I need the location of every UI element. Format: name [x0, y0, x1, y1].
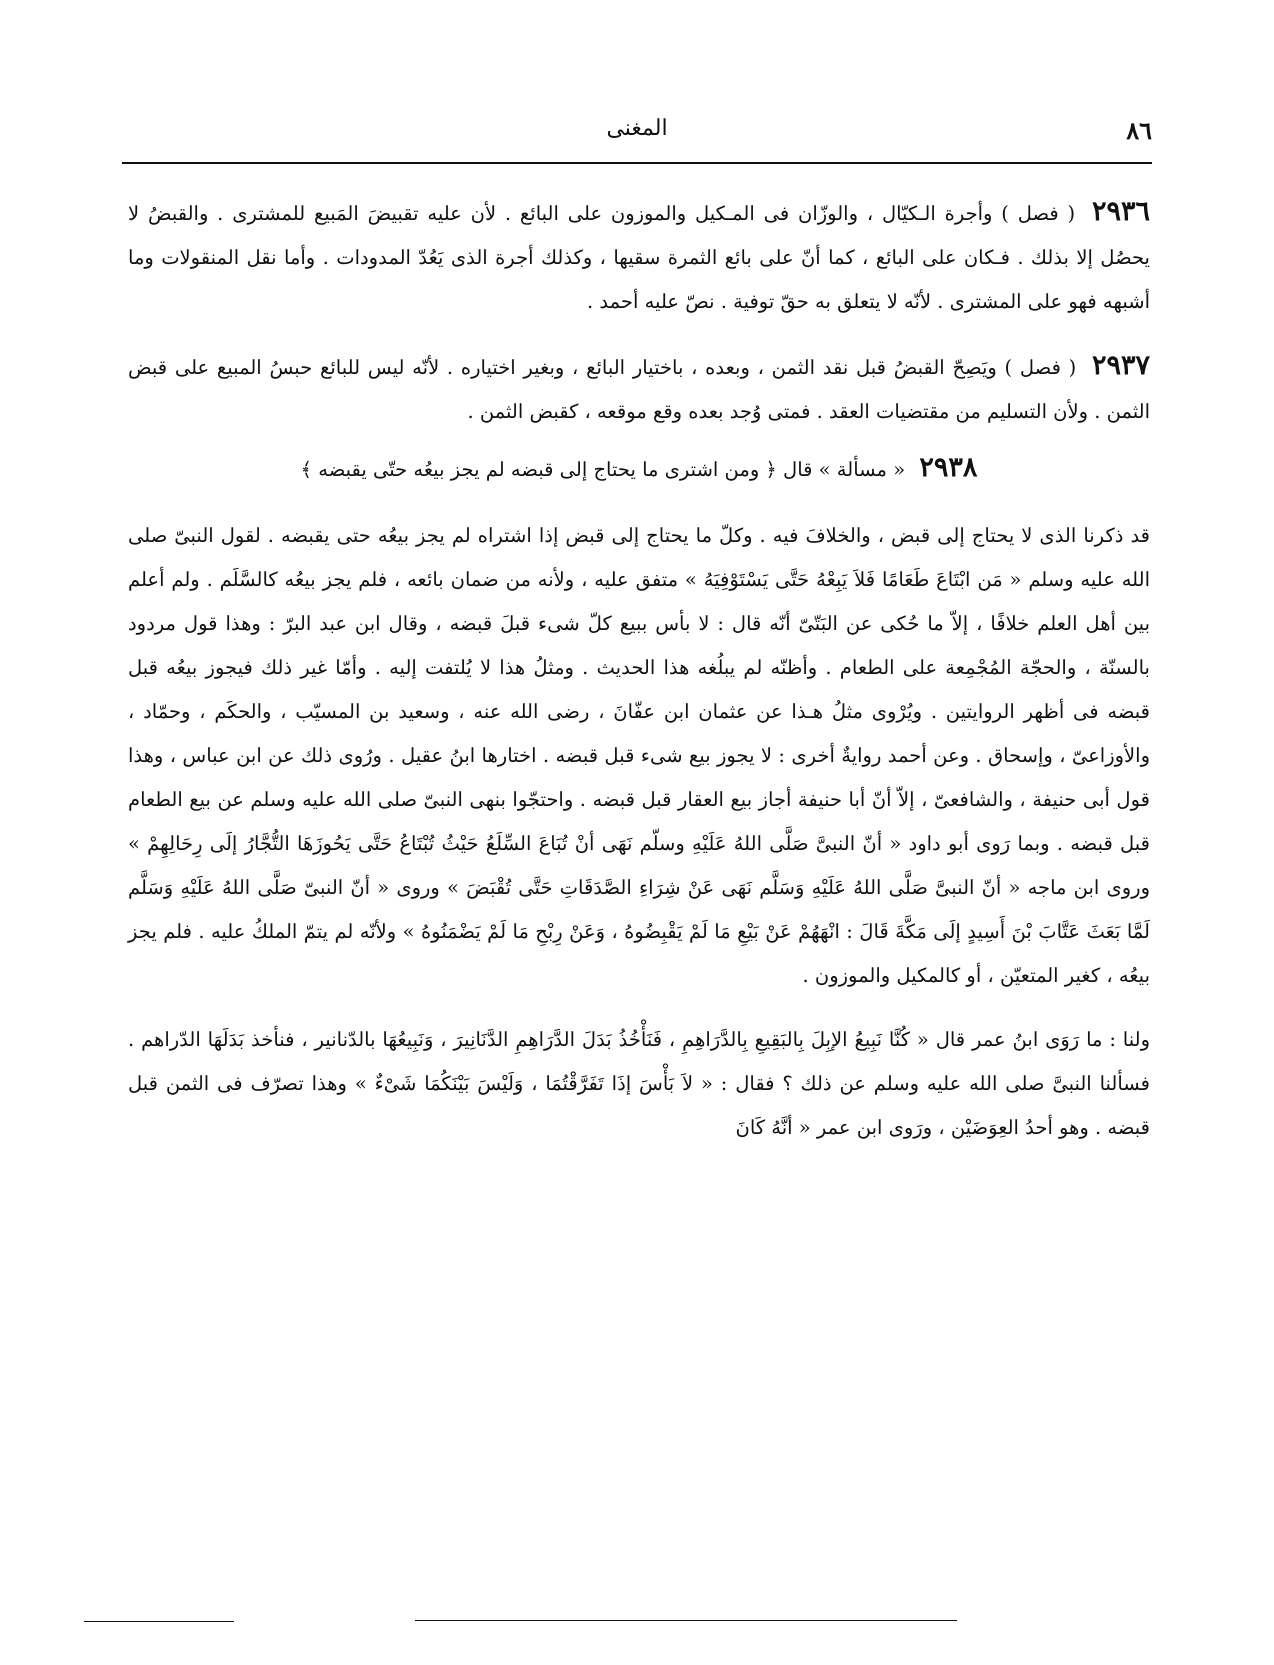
section-number: ٢٩٣٦	[1091, 196, 1150, 227]
section-2936	[128, 190, 1150, 324]
section-number: ٢٩٣٨	[919, 452, 978, 483]
section-2937	[128, 344, 1150, 434]
page-body	[128, 190, 1150, 1162]
issue-2938	[128, 446, 1150, 492]
footnote-rule-short	[84, 1621, 234, 1622]
page-header	[122, 112, 1152, 152]
footnote-rule-long	[415, 1620, 957, 1621]
commentary-paragraph: قد ذكرنا الذى لا يحتاج إلى قبض ، والخلافَ فيه . وكلّ ما يحتاج إلى قبض إذا اشتراه لم يجز بيعُه حتى يقبضه . لقول النبىّ صلى الله عليه وسلم « مَن ابْتَاعَ طَعَامًا فَلاَ يَبِعْهُ حَتَّى يَسْتَوْفِيَهُ » متفق عليه ، ولأنه من ضمان بائعه ، فلم يجز بيعُه كالسَّلَم . ولم أعلم بين أهل العلم خلافًا ، إلاّ ما حُكى عن البَتّىّ أنّه قال : لا بأس ببيع كلّ شىء قبلَ قبضه ، وقال ابن عبد البرّ : وهذا قول مردود بالسنّة ، والحجّة المُجْمِعة على الطعام . وأظنّه لم يبلُغه هذا الحديث . ومثلُ هذا لا يُلتفت إليه . وأمّا غير ذلك فيجوز بيعُه قبل قبضه فى أظهر الروايتين . ويُرْوى مثلُ هـذا عن عثمان ابن عفّانَ ، رضى الله عنه ، وسعيد بن المسيّب ، والحكَم ، وحمّاد ، والأوزاعىّ ، وإسحاق . وعن أحمد روايةٌ أخرى : لا يجوز بيع شىء قبل قبضه . اختارها ابنُ عقيل . ورُوى ذلك عن ابن عباس ، وهذا قول أبى حنيفة ، والشافعىّ ، إلاّ أنّ أبا حنيفة أجاز بيع العقار قبل قبضه . واحتجّوا بنهى النبىّ صلى الله عليه وسلم عن بيع الطعام قبل قبضه . وبما رَوى أبو داود « أنّ النبىَّ صَلَّى اللهُ عَلَيْهِ وسلّم نَهَى أنْ تُبَاعَ السِّلَعُ حَيْثُ تُبْتَاعُ حَتَّى يَحُوزَهَا التُّجَّارُ إلَى رِحَالِهِمْ » وروى ابن ماجه « أنّ النبىَّ صَلَّى اللهُ عَلَيْهِ وَسَلَّم نَهَى عَنْ شِرَاءِ الصَّدَقَاتِ حَتَّى تُقْبَضَ » وروى « أنّ النبىّ صَلَّى اللهُ عَلَيْهِ وَسَلَّم لَمَّا بَعَثَ عَتَّابَ بْنَ أَسِيدٍ إلَى مَكَّةَ قَالَ : انْهَهُمْ عَنْ بَيْعِ مَا لَمْ يَقْبِضُوهُ ، وَعَنْ رِبْحِ مَا لَمْ يَضْمَنُوهُ » ولأنّه لم يتمّ الملكُ عليه . فلم يجز بيعُه ، كغير المتعيّن ، أو كالمكيل والموزون .	[128, 524, 1150, 987]
issue-text: « مسألة » قال ﴿ ومن اشترى ما يحتاج إلى قبضه لم يجز بيعُه حتّى يقبضه ﴾	[300, 458, 906, 481]
page-number: ٨٦	[1126, 116, 1152, 145]
header-rule	[122, 162, 1152, 164]
section-number: ٢٩٣٧	[1092, 350, 1151, 381]
section-text: ( فصل ) وأجرة الـكيّال ، والوزّان فى المـكيل والموزون على البائع . لأن عليه تقبيضَ المَبيع للمشترى . والقبضُ لا يحصُل إلا بذلك . فـكان على البائع ، كما أنّ على بائع الثمرة سقيها ، وكذلك أجرة الذى يَعُدّ المدودات . وأما نقل المنقولات وما أشبهه فهو على المشترى . لأنّه لا يتعلق به حقّ توفية . نصّ عليه أحمد .	[128, 202, 1150, 313]
running-title: المغنى	[606, 116, 668, 141]
commentary-paragraph: ولنا : ما رَوَى ابنُ عمر قال « كُنَّا نَبِيعُ الإبِلَ بِالبَقِيعِ بِالدَّرَاهِمِ ، فَنَأْخُذُ بَدَلَ الدَّرَاهِمِ الدَّنَانِيرَ ، وَنَبِيعُهَا بالدّنانير ، فنأخذ بَدَلَهَا الدّراهم . فسألنا النبىَّ صلى الله عليه وسلم عن ذلك ؟ فقال : « لاَ بَأْسَ إذَا تَفَرَّقْتُمَا ، وَلَيْسَ بَيْنَكُمَا شَىْءٌ » وهذا تصرّف فى الثمن قبل قبضه . وهو أحدُ العِوَضَيْن ، ورَوى ابن عمر « أنَّهُ كَانَ	[128, 1028, 1150, 1139]
section-text: ( فصل ) ويَصِحّ القبضُ قبل نقد الثمن ، وبعده ، باختيار البائع ، وبغير اختياره . لأنّه ليس للبائع حبسُ المبيع على قبض الثمن . ولأن التسليم من مقتضيات العقد . فمتى وُجد بعده وقع موقعه ، كقبض الثمن .	[128, 356, 1150, 423]
